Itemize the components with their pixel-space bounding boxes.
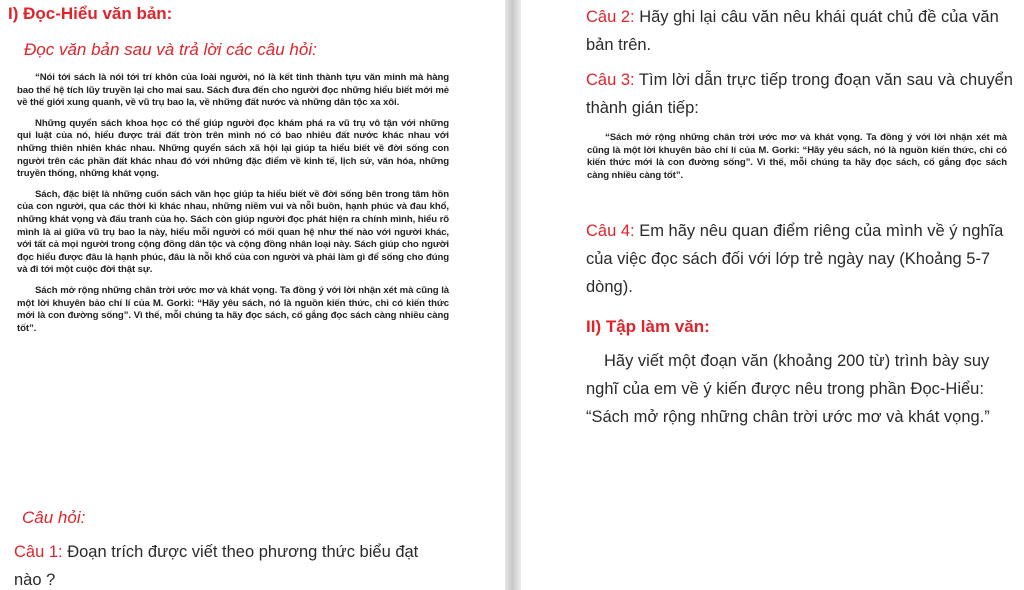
question-2 bbox=[586, 3, 1016, 59]
essay-prompt: Hãy viết một đoạn văn (khoảng 200 từ) trình bày suy nghĩ của em về ý kiến được nêu trong phần Đọc-Hiểu: “Sách mở rộng những chân trời ước mơ và khát vọng.” bbox=[586, 352, 990, 426]
question-1 bbox=[14, 538, 444, 590]
question-4-text: Em hãy nêu quan điểm riêng của mình về ý nghĩa của việc đọc sách đối với lớp trẻ ngày nay (Khoảng 5-7 dòng). bbox=[586, 222, 1004, 296]
section1-heading: I) Đọc-Hiểu văn bản: bbox=[8, 4, 173, 23]
left-page bbox=[0, 0, 505, 590]
question-3-quote bbox=[587, 132, 1007, 182]
section2-heading: II) Tập làm văn: bbox=[586, 317, 710, 336]
passage-paragraph: “Nói tới sách là nói tới trí khôn của loài người, nó là kết tinh thành tựu văn minh mà hàng bao thế hệ tích lũy truyền lại cho mai sau. Sách đưa đến cho người đọc những hiểu biết mới mẻ về thế giới xung quanh, về vũ trụ bao la, về những đất nước và những dân tộc xa xôi. bbox=[17, 72, 449, 109]
right-page bbox=[521, 0, 1024, 590]
questions-heading: Câu hỏi: bbox=[22, 508, 86, 527]
passage-paragraph: Sách mở rộng những chân trời ước mơ và khát vọng. Ta đồng ý với lời nhận xét mà cũng là một lời khuyên bảo chí lí của M. Gorki: “Hãy yêu sách, nó là nguồn kiến thức, chỉ có kiến thức mới là con đường sống”. Vì thế, mỗi chúng ta hãy đọc sách, cố gắng đọc sách càng nhiều càng tốt”. bbox=[17, 284, 449, 334]
page-gutter bbox=[505, 0, 521, 590]
reading-passage bbox=[17, 72, 449, 335]
question-4-label: Câu 4: bbox=[586, 222, 635, 240]
passage-paragraph: Những quyển sách khoa học có thể giúp người đọc khám phá ra vũ trụ vô tận với những qui luật của nó, hiểu được trái đất tròn trên mình nó có bao nhiêu đất nước khác nhau với những thiên nhiên khác nhau. Những quyển sách xã hội lại giúp ta hiểu biết về đời sống con người trên các phần đất khác nhau đó với những đặc điểm về kinh tế, lịch sử, văn hóa, những truyền thống, những khát vọng. bbox=[17, 117, 449, 180]
question-1-text: Đoạn trích được viết theo phương thức biểu đạt nào ? bbox=[14, 543, 419, 589]
question-3 bbox=[586, 66, 1024, 122]
question-4 bbox=[586, 217, 1024, 301]
question-2-text: Hãy ghi lại câu văn nêu khái quát chủ đề của văn bản trên. bbox=[586, 8, 999, 54]
passage-paragraph: Sách, đặc biệt là những cuốn sách văn học giúp ta hiểu biết về đời sống bên trong tâm hồn của con người, qua các thời kì khác nhau, những niềm vui và nỗi buồn, hạnh phúc và đau khổ, những khát vọng và đấu tranh của họ. Sách còn giúp người đọc phát hiện ra chính mình, hiểu rõ mình là ai giữa vũ trụ bao la này, hiểu mỗi người có mối quan hệ như thế nào với người khác, với tất cả mọi người trong cộng đồng dân tộc và cộng đồng nhân loại này. Sách giúp cho người đọc hiểu được đâu là hạnh phúc, đâu là nỗi khổ của con người và phải làm gì để sống cho đúng và đi tới một cuộc đời thật sự. bbox=[17, 188, 449, 276]
question-3-label: Câu 3: bbox=[586, 71, 635, 89]
quote-paragraph: “Sách mở rộng những chân trời ước mơ và khát vọng. Ta đồng ý với lời nhận xét mà cũng là một lời khuyên bảo chí lí của M. Gorki: “Hãy yêu sách, nó là nguồn kiến thức, chỉ có kiến thức mới là con đường sống”. Vì thế, mỗi chúng ta hãy đọc sách, cố gắng đọc sách càng nhiều càng tốt”. bbox=[587, 132, 1007, 181]
question-3-text: Tìm lời dẫn trực tiếp trong đoạn văn sau và chuyển thành gián tiếp: bbox=[586, 71, 1013, 117]
passage-instruction: Đọc văn bản sau và trả lời các câu hỏi: bbox=[24, 40, 317, 59]
question-2-label: Câu 2: bbox=[586, 8, 635, 26]
question-1-label: Câu 1: bbox=[14, 543, 63, 561]
